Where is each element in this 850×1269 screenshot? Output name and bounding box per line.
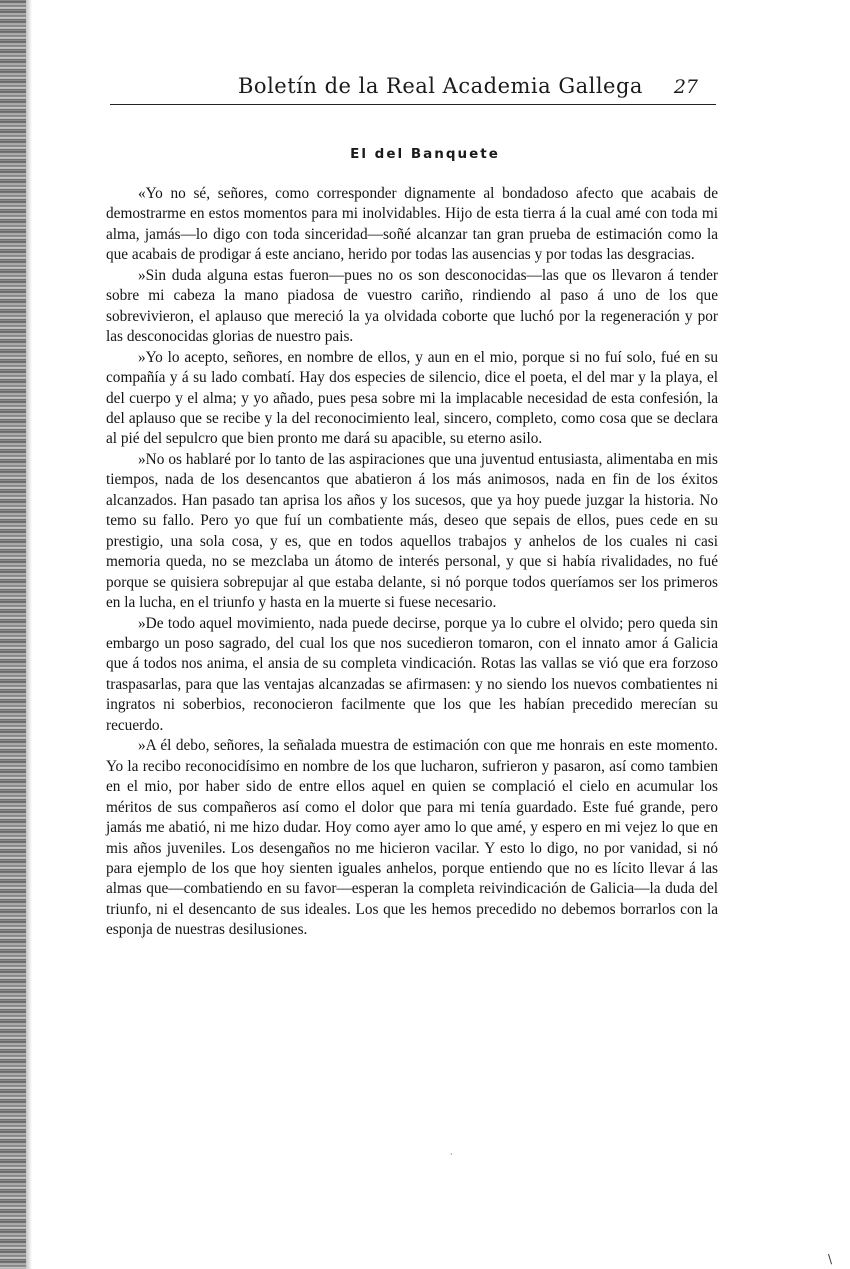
page-number: 27 (673, 76, 698, 98)
paragraph: »Sin duda alguna estas fueron—pues no os son desconocidas—las que os llevaron á tender sobre mi cabeza la mano piadosa de vuestro cariño, rindiendo al paso á uno de los que sobrevivieron, el aplauso que mereció la ya olvidada coborte que luchó por la regeneración y por las desconocidas glorias de nuestro pais. (106, 266, 718, 346)
paragraph: »No os hablaré por lo tanto de las aspiraciones que una juventud entusiasta, alimentaba en mis tiempos, nada de los desencantos que abatieron á los más animosos, nada en fin de los éxitos alcanzados. Han pasado tan aprisa los años y los sucesos, que ya hoy puede juzgar la historia. No temo su fallo. Pero yo que fuí un combatiente más, deseo que sepais de ellos, pues cede en su prestigio, una sola cosa, y es, que en todos aquellos trabajos y anhelos de los cuales ni casi memoria queda, no se mezclaba un átomo de interés personal, y que si había rivalidades, no fué porque se quisiera sobrepujar al que estaba delante, si nó porque todos queríamos ser los primeros en la lucha, en el triunfo y hasta en la muerte si fuese necesario. (106, 450, 718, 612)
paragraph: »A él debo, señores, la señalada muestra de estimación con que me honrais en este momento. Yo la recibo reconocidísimo en nombre de los que lucharon, sufrieron y pasaron, así como tambien en el mio, por haber sido de entre ellos aquel en quien se complació el cielo en acumular los méritos de sus compañeros así como el dolor que para mi tenía guardado. Este fué grande, pero jamás me abatió, ni me hizo dudar. Hoy como ayer amo lo que amé, y espero en mi vejez lo que en mis años juveniles. Los desengaños no me hicieron vacilar. Y esto lo digo, no por vanidad, si nó para ejemplo de los que hoy sienten iguales anhelos, porque entiendo que no es lícito llevar á las almas que—combatiendo en su favor—esperan la completa reivindicación de Galicia—la duda del triunfo, ni el desencanto de sus ideales. Los que les hemos precedido no debemos borrarlos con la esponja de nuestras desilusiones. (106, 737, 718, 939)
body-text (106, 184, 718, 941)
section-title: El del Banquete (350, 146, 500, 162)
paragraph: »Yo lo acepto, señores, en nombre de ellos, y aun en el mio, porque si no fuí solo, fué en su compañía y á su lado combatí. Hay dos especies de silencio, dice el poeta, el del mar y la playa, el del cuerpo y el alma; y yo añado, pues pesa sobre mi la implacable necesidad de esta confesión, la del aplauso que se recibe y la del reconocimiento leal, sincero, completo, como cosa que se declara al pié del sepulcro que bien pronto me dará su apacible, su eterno asilo. (106, 348, 718, 448)
page-header (110, 74, 710, 104)
corner-ink-mark: \ (828, 1252, 833, 1266)
paragraph: «Yo no sé, señores, como corresponder dignamente al bondadoso afecto que acabais de demostrarme en estos momentos para mi inolvidables. Hijo de esta tierra á la cual amé con toda mi alma, jamás—lo digo con toda sinceridad—soñé alcanzar tan gran prueba de estimación como la que acabais de prodigar á este anciano, herido por todas las ausencias y por todas las desgracias. (106, 185, 718, 264)
page-binding-edge (0, 0, 26, 1269)
paragraph: »De todo aquel movimiento, nada puede decirse, porque ya lo cubre el olvido; pero queda sin embargo un poso sagrado, del cual los que nos sucedieron tomaron, con el innato amor á Galicia que á todos nos anima, el ansia de su completa vindicación. Rotas las vallas se vió que era forzoso traspasarlas, para que las ventajas alcanzadas se afirmasen: y no siendo los nuevos combatientes ni ingratos ni soberbios, reconocieron facilmente que los que les habían precedido merecían su recuerdo. (106, 614, 718, 734)
running-title: Boletín de la Real Academia Gallega (238, 74, 643, 98)
header-rule (110, 104, 716, 105)
stray-ink-mark: · (450, 1150, 453, 1159)
